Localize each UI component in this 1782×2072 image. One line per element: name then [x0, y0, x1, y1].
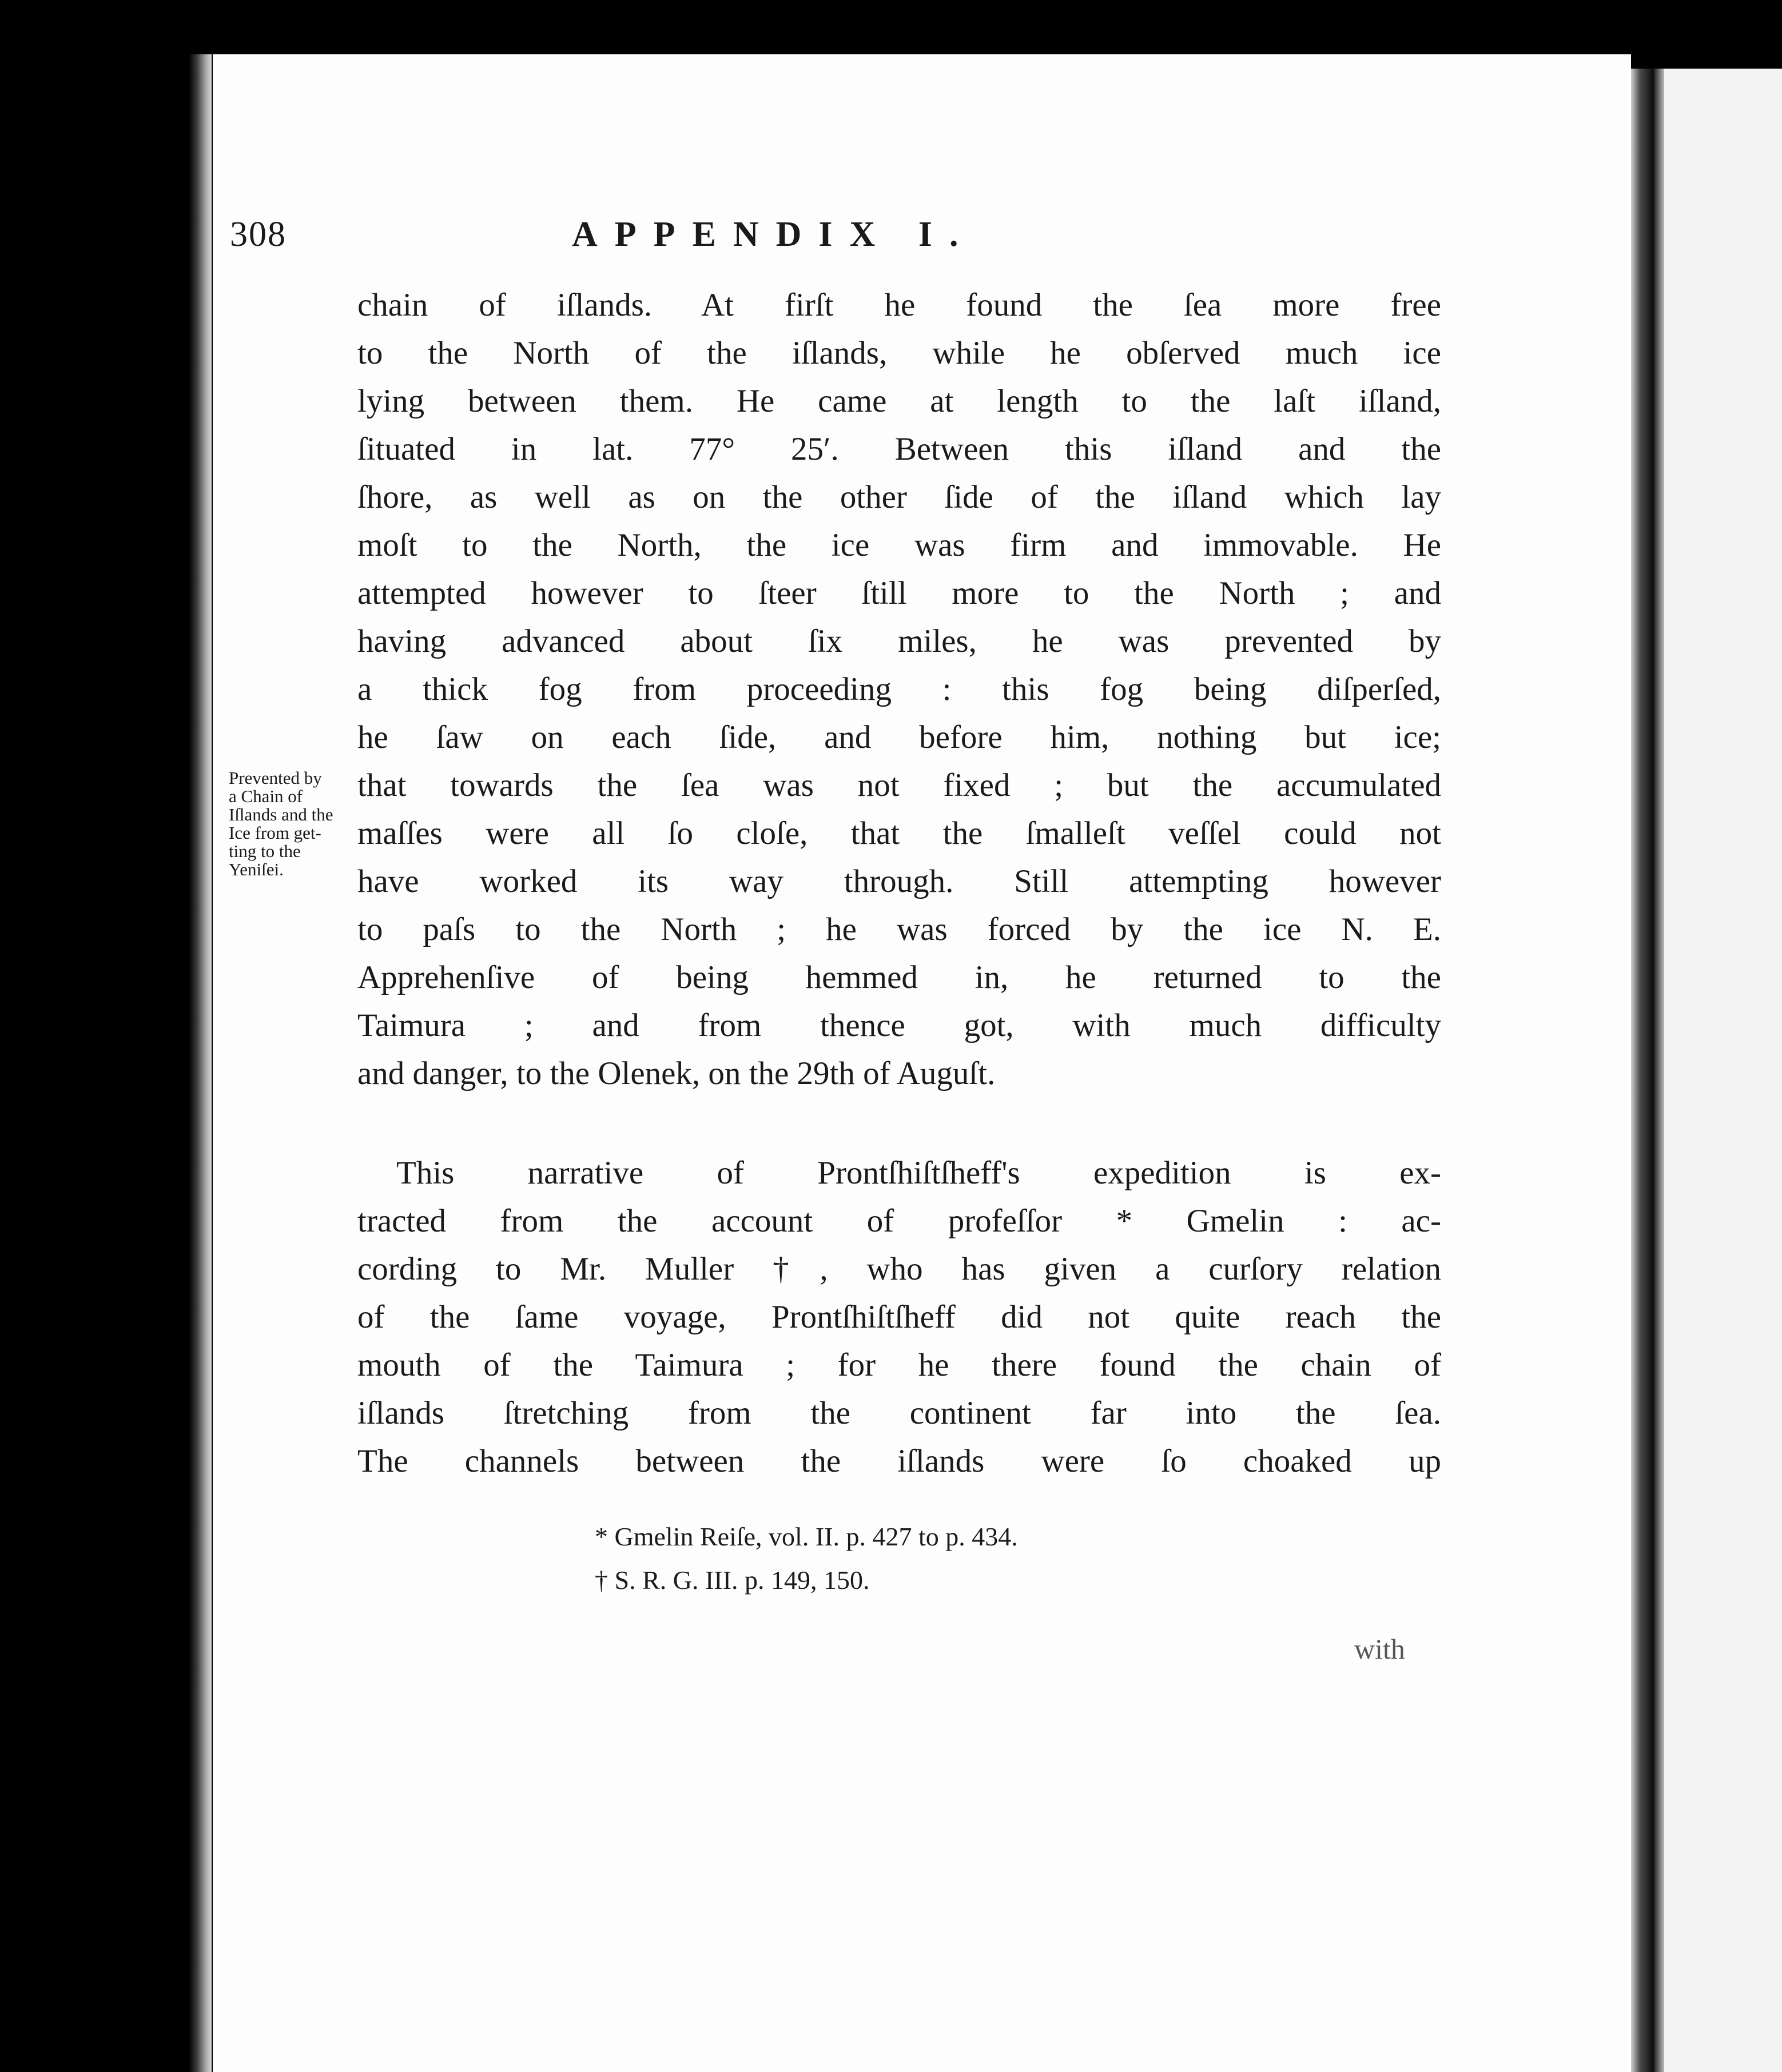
text-line: to the North of the iſlands, while he obſerved much ice	[357, 335, 1441, 371]
footnotes	[595, 1515, 1395, 1602]
page-number: 308	[230, 215, 287, 254]
book-spine-edge	[189, 54, 212, 2072]
marginal-note-line: Prevented by	[229, 768, 322, 788]
marginal-note-line: Ice from get-	[229, 823, 321, 843]
paragraph-continuation	[357, 281, 1441, 1098]
text-line: chain of iſlands. At firſt he found the ſea more free	[357, 287, 1441, 323]
text-line: ſhore, as well as on the other ſide of the iſland which lay	[357, 479, 1441, 515]
marginal-note-line: Yeniſei.	[229, 859, 284, 879]
footnote: † S. R. G. III. p. 149, 150.	[595, 1565, 870, 1595]
catchword: with	[1354, 1633, 1405, 1665]
marginal-note-line: ting to the	[229, 841, 301, 861]
text-line: that towards the ſea was not fixed ; but the accumulated	[357, 767, 1441, 803]
section-title: APPENDIX I.	[572, 215, 976, 254]
text-line: to paſs to the North ; he was forced by the ice N. E.	[357, 911, 1441, 947]
text-line: The channels between the iſlands were ſo choaked up	[357, 1443, 1441, 1479]
running-head	[0, 214, 1782, 272]
text-line: This narrative of Prontſhiſtſheff's expedition is ex-	[396, 1155, 1441, 1191]
text-line: ſituated in lat. 77° 25′. Between this iſland and the	[357, 431, 1441, 467]
page-fold-shadow	[1631, 69, 1654, 2072]
paragraph-narrative	[357, 1149, 1441, 1485]
text-line: lying between them. He came at length to the laſt iſland,	[357, 383, 1441, 419]
marginal-note-line: a Chain of	[229, 786, 303, 806]
text-line: tracted from the account of profeſſor * Gmelin : ac-	[357, 1203, 1441, 1239]
facing-page-edge	[1654, 69, 1782, 2072]
left-gutter	[0, 0, 214, 2072]
text-line: having advanced about ſix miles, he was prevented by	[357, 623, 1441, 659]
text-line: iſlands ſtretching from the continent far into the ſea.	[357, 1395, 1441, 1431]
marginal-note	[229, 769, 353, 879]
text-line: mouth of the Taimura ; for he there found the chain of	[357, 1347, 1441, 1383]
text-line: a thick fog from proceeding : this fog being diſperſed,	[357, 671, 1441, 707]
text-line: attempted however to ſteer ſtill more to the North ; and	[357, 575, 1441, 611]
text-line: Apprehenſive of being hemmed in, he returned to the	[357, 959, 1441, 995]
marginal-note-line: Iſlands and the	[229, 804, 333, 824]
text-line: maſſes were all ſo cloſe, that the ſmalleſt veſſel could not	[357, 815, 1441, 851]
text-line: and danger, to the Olenek, on the 29th of Auguſt.	[357, 1055, 996, 1091]
text-line: moſt to the North, the ice was firm and immovable. He	[357, 527, 1441, 563]
text-line: of the ſame voyage, Prontſhiſtſheff did not quite reach the	[357, 1299, 1441, 1335]
text-line: he ſaw on each ſide, and before him, nothing but ice;	[357, 719, 1441, 755]
text-line: Taimura ; and from thence got, with much difficulty	[357, 1007, 1441, 1043]
text-line: have worked its way through. Still attempting however	[357, 863, 1441, 899]
text-line: cording to Mr. Muller †, who has given a curſory relation	[357, 1251, 1441, 1287]
footnote: * Gmelin Reiſe, vol. II. p. 427 to p. 434.	[595, 1522, 1018, 1551]
